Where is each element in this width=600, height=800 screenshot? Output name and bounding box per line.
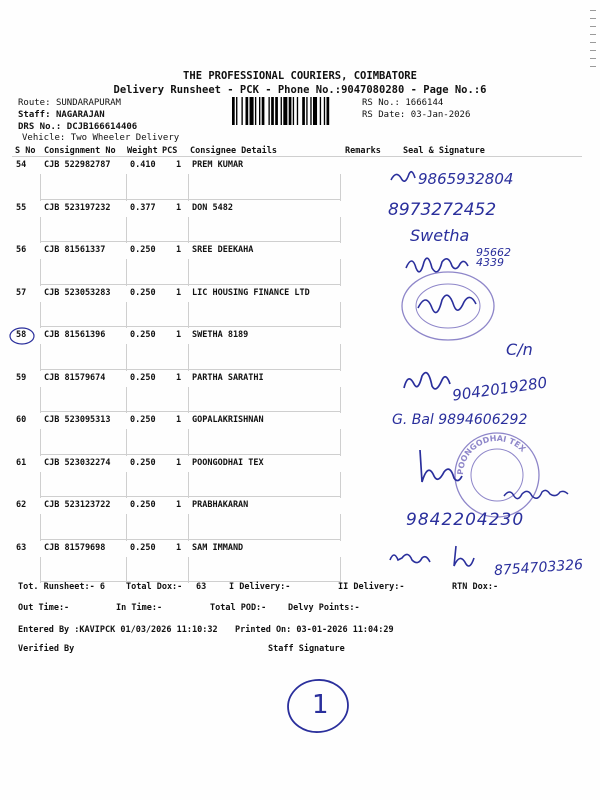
- printed-on: Printed On: 03-01-2026 11:04:29: [235, 625, 394, 635]
- rtn-dox: RTN Dox:-: [452, 582, 499, 592]
- signature-63: [386, 542, 496, 572]
- column-separator: [126, 344, 127, 371]
- handwriting-56: Swetha: [410, 226, 470, 245]
- cell-weight: 0.410: [130, 160, 156, 170]
- column-separator: [188, 302, 189, 329]
- cell-weight: 0.250: [130, 500, 156, 510]
- column-separator: [126, 217, 127, 244]
- column-separator: [40, 302, 41, 329]
- rs-no-label: RS No.:: [362, 98, 400, 108]
- row-divider: [40, 539, 340, 540]
- rs-date-line: [362, 110, 470, 120]
- cell-consignment-no: CJB 523032274: [44, 457, 111, 468]
- drs-line: [18, 122, 137, 132]
- cell-consignment-no: CJB 81579674: [44, 372, 106, 383]
- verified-by: Verified By: [18, 644, 75, 654]
- cell-consignee: PREM KUMAR: [192, 160, 244, 170]
- cell-consignment-no: CJB 522982787: [44, 160, 111, 170]
- rs-no-value: 1666144: [405, 98, 444, 108]
- svg-text:POONGODHAI TEX: [456, 434, 528, 475]
- signature-54: [388, 168, 418, 190]
- cell-sno: 58: [16, 330, 27, 340]
- column-separator: [188, 174, 189, 201]
- row-divider: [40, 284, 340, 285]
- column-separator: [40, 387, 41, 414]
- cell-weight: 0.250: [130, 415, 156, 425]
- rs-no-line: [362, 98, 443, 108]
- signature-61: [412, 446, 466, 488]
- column-separator: [340, 429, 341, 456]
- column-separator: [40, 557, 41, 584]
- barcode: [232, 97, 360, 125]
- column-separator: [340, 174, 341, 201]
- cell-pcs: 1: [176, 160, 182, 170]
- vehicle-line: [22, 133, 179, 143]
- column-separator: [126, 387, 127, 414]
- cell-consignment-no: CJB 81579698: [44, 542, 106, 553]
- cell-consignment-no: CJB 523053283: [44, 287, 111, 298]
- company-seal-57: [398, 268, 498, 344]
- col-weight: Weight: [127, 146, 158, 156]
- handwriting-63: 8754703326: [493, 556, 584, 580]
- cell-consignee: DON 5482: [192, 202, 233, 213]
- in-time: In Time:-: [116, 603, 163, 613]
- cell-weight: 0.250: [130, 457, 156, 468]
- row-divider: [40, 496, 340, 497]
- cell-consignee: POONGODHAI TEX: [192, 457, 264, 468]
- total-pod: Total POD:-: [210, 603, 267, 613]
- col-consignee: Consignee Details: [190, 146, 277, 156]
- column-separator: [340, 472, 341, 499]
- cell-pcs: 1: [176, 500, 182, 510]
- row-divider: [40, 199, 340, 200]
- cell-consignment-no: CJB 81561396: [44, 330, 106, 340]
- cell-sno: 60: [16, 415, 27, 425]
- handwriting-59: 9042019280: [451, 373, 549, 405]
- cell-consignee: SREE DEEKAHA: [192, 245, 254, 255]
- rs-date-value: 03-Jan-2026: [410, 110, 471, 120]
- col-sno: S No: [15, 146, 36, 156]
- cell-sno: 54: [16, 160, 27, 170]
- handwriting-55: 8973272452: [388, 200, 497, 220]
- column-separator: [340, 387, 341, 414]
- cell-sno: 56: [16, 245, 27, 255]
- route-value: SUNDARAPURAM: [55, 98, 121, 108]
- seal-text: POONGODHAI TEX: [455, 433, 528, 476]
- cell-pcs: 1: [176, 457, 182, 468]
- handwriting-62: 9842204230: [406, 510, 525, 530]
- cell-sno: 55: [16, 202, 27, 213]
- vehicle-label: Vehicle:: [22, 133, 66, 143]
- cell-weight: 0.377: [130, 202, 156, 213]
- column-separator: [126, 557, 127, 584]
- column-separator: [40, 217, 41, 244]
- route-label: Route:: [18, 98, 51, 108]
- column-separator: [188, 429, 189, 456]
- cell-sno: 61: [16, 457, 27, 468]
- col-consignment: Consignment No: [44, 146, 116, 156]
- cell-weight: 0.250: [130, 245, 156, 255]
- column-separator: [126, 514, 127, 541]
- column-separator: [188, 217, 189, 244]
- row-divider: [40, 326, 340, 327]
- cell-consignment-no: CJB 523197232: [44, 202, 111, 213]
- cell-weight: 0.250: [130, 287, 156, 298]
- vehicle-value: Two Wheeler Delivery: [70, 133, 180, 143]
- cell-consignee: LIC HOUSING FINANCE LTD: [192, 287, 310, 298]
- cell-consignee: PARTHA SARATHI: [192, 372, 264, 383]
- col-seal-signature: Seal & Signature: [403, 146, 485, 156]
- header-divider: [12, 156, 582, 157]
- staff-label: Staff:: [18, 110, 51, 120]
- entered-by: Entered By :KAVIPCK 01/03/2026 11:10:32: [18, 625, 218, 635]
- route-line: [18, 98, 121, 108]
- cell-consignment-no: CJB 81561337: [44, 245, 106, 255]
- ii-delivery: II Delivery:-: [338, 582, 405, 592]
- column-separator: [40, 344, 41, 371]
- cell-weight: 0.250: [130, 372, 156, 383]
- company-title: THE PROFESSIONAL COURIERS, COIMBATORE: [183, 70, 417, 82]
- column-separator: [40, 514, 41, 541]
- cell-consignee: GOPALAKRISHNAN: [192, 415, 264, 425]
- cell-pcs: 1: [176, 372, 182, 383]
- row-divider: [40, 241, 340, 242]
- column-separator: [188, 557, 189, 584]
- col-remarks: Remarks: [345, 146, 381, 156]
- column-separator: [188, 472, 189, 499]
- staff-signature: Staff Signature: [268, 644, 345, 654]
- column-separator: [40, 429, 41, 456]
- i-delivery: I Delivery:-: [229, 582, 291, 592]
- handwriting-58: C/n: [506, 340, 533, 359]
- staff-value: NAGARAJAN: [55, 110, 105, 120]
- column-separator: [340, 259, 341, 286]
- column-separator: [40, 259, 41, 286]
- handwriting-56-phone: 95662 4339: [476, 246, 511, 269]
- tot-runsheet: Tot. Runsheet:- 6: [18, 582, 105, 592]
- drs-value: DCJB166614406: [66, 122, 138, 132]
- cell-weight: 0.250: [130, 330, 156, 340]
- handwriting-60: G. Bal 9894606292: [392, 412, 528, 428]
- handwriting-54: 9865932804: [418, 170, 514, 188]
- column-separator: [40, 174, 41, 201]
- cell-consignment-no: CJB 523123722: [44, 500, 111, 510]
- cell-sno: 59: [16, 372, 27, 383]
- cell-pcs: 1: [176, 287, 182, 298]
- cell-pcs: 1: [176, 202, 182, 213]
- cell-consignee: PRABHAKARAN: [192, 500, 249, 510]
- row-divider: [40, 454, 340, 455]
- row-divider: [40, 411, 340, 412]
- drs-label: DRS No.:: [18, 122, 62, 132]
- cell-sno: 57: [16, 287, 27, 298]
- cell-weight: 0.250: [130, 542, 156, 553]
- column-separator: [340, 344, 341, 371]
- delvy-points: Delvy Points:-: [288, 603, 360, 613]
- out-time: Out Time:-: [18, 603, 70, 613]
- cell-pcs: 1: [176, 330, 182, 340]
- column-separator: [126, 259, 127, 286]
- cell-pcs: 1: [176, 415, 182, 425]
- cell-sno: 62: [16, 500, 27, 510]
- row-divider: [40, 369, 340, 370]
- column-separator: [340, 514, 341, 541]
- staff-line: [18, 110, 105, 120]
- cell-consignee: SAM IMMAND: [192, 542, 244, 553]
- total-dox-value: 63: [196, 582, 207, 592]
- circle-mark-58: [8, 326, 36, 346]
- column-separator: [188, 259, 189, 286]
- column-separator: [126, 429, 127, 456]
- rs-date-label: RS Date:: [362, 110, 406, 120]
- col-pcs: PCS: [162, 146, 178, 156]
- signature-59: [400, 368, 456, 398]
- column-separator: [188, 387, 189, 414]
- cell-pcs: 1: [176, 542, 182, 553]
- column-separator: [126, 174, 127, 201]
- cell-consignee: SWETHA 8189: [192, 330, 249, 340]
- total-dox-label: Total Dox:-: [126, 582, 183, 592]
- column-separator: [126, 472, 127, 499]
- runsheet-subtitle: Delivery Runsheet - PCK - Phone No.:9047080280 - Page No.:6: [113, 84, 487, 96]
- column-separator: [40, 472, 41, 499]
- column-separator: [340, 557, 341, 584]
- signature-62: [500, 484, 580, 504]
- column-separator: [188, 514, 189, 541]
- cell-sno: 63: [16, 542, 27, 553]
- column-separator: [340, 302, 341, 329]
- column-separator: [126, 302, 127, 329]
- column-separator: [340, 217, 341, 244]
- page-mark-text: 1: [312, 690, 329, 720]
- cell-consignment-no: CJB 523095313: [44, 415, 111, 425]
- column-separator: [188, 344, 189, 371]
- cell-pcs: 1: [176, 245, 182, 255]
